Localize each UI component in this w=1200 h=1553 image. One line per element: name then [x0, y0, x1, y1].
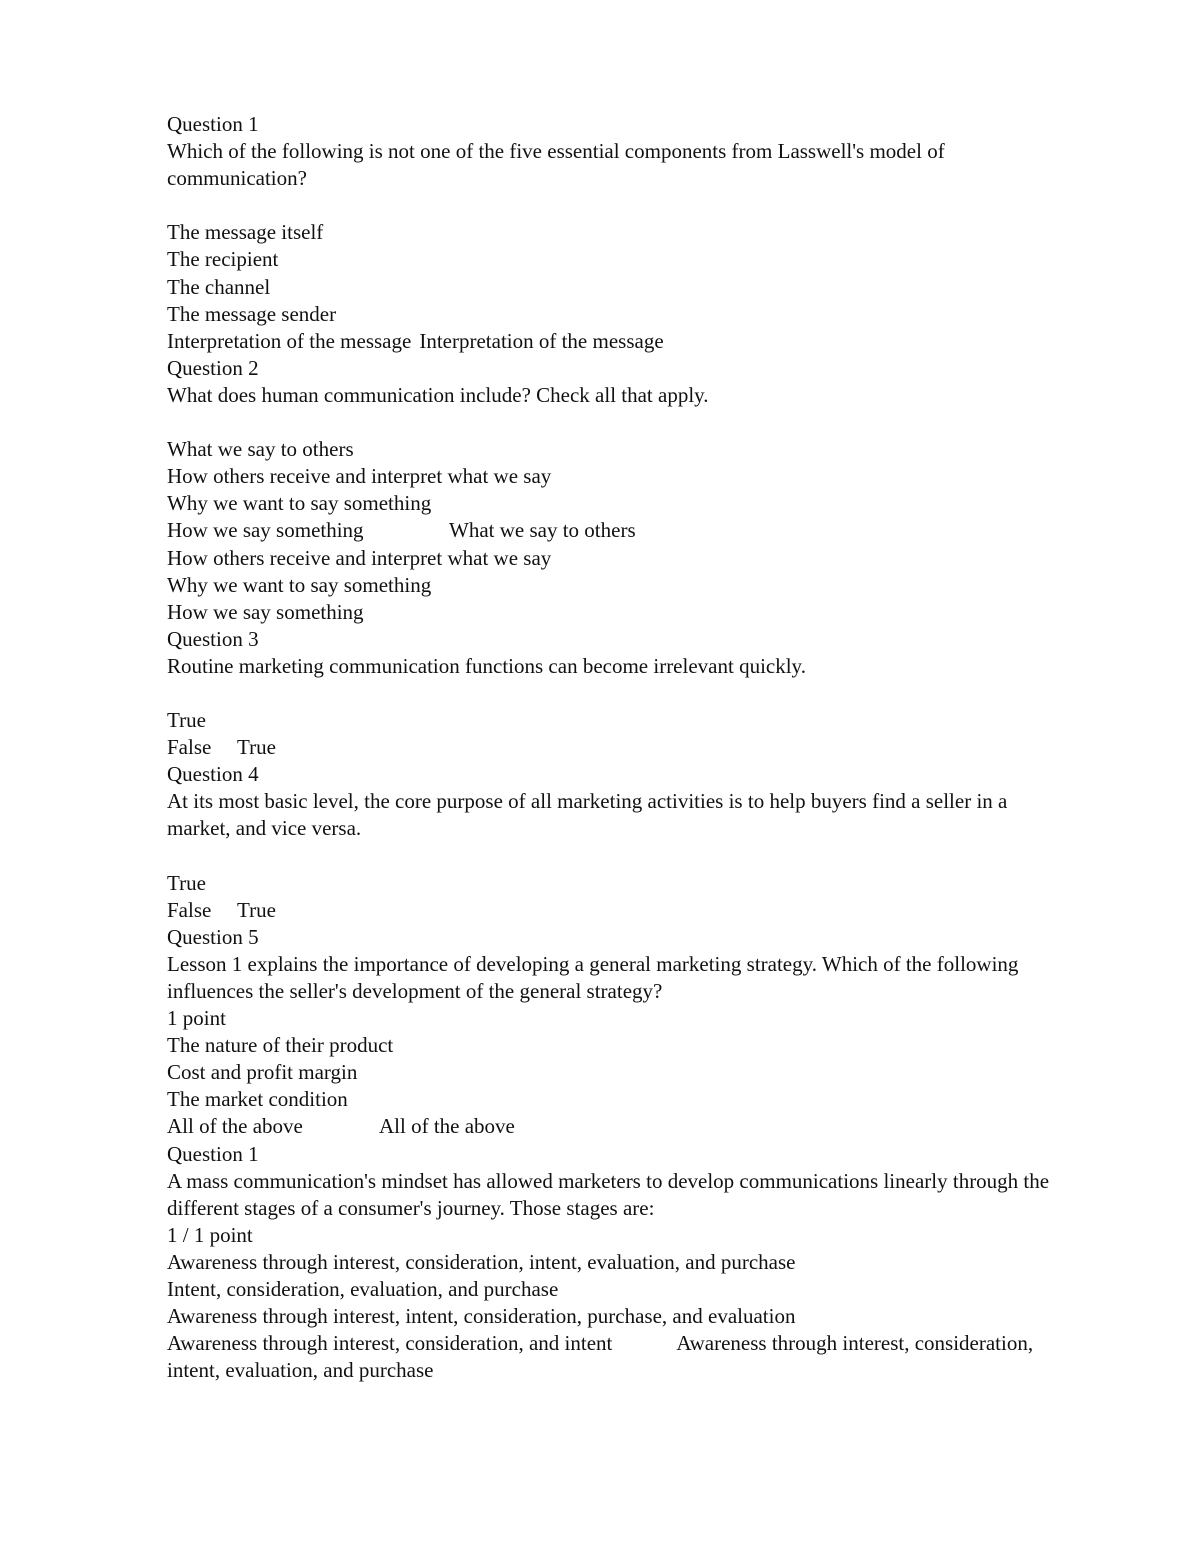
selected-answer: Interpretation of the message — [419, 328, 664, 353]
answer-option: The nature of their product — [167, 1033, 394, 1058]
selected-answer: How we say something — [167, 599, 364, 624]
question-heading: Question 3 — [167, 626, 259, 651]
spacer — [167, 192, 1072, 219]
question-prompt: Which of the following is not one of the five essential components from Lasswell's model of communication? — [167, 139, 945, 191]
question-prompt: What does human communication include? Check all that apply. — [167, 382, 709, 407]
selected-answer: Why we want to say something — [167, 572, 432, 597]
answer-option: Why we want to say something — [167, 491, 432, 516]
answer-option-row — [167, 1113, 1072, 1140]
answer-option: All of the above — [167, 1114, 303, 1139]
selected-answer: All of the above — [379, 1114, 515, 1139]
points-label: 1 / 1 point — [167, 1222, 253, 1247]
selected-answer: How others receive and interpret what we say — [167, 545, 552, 570]
answer-option: Awareness through interest, intent, consideration, purchase, and evaluation — [167, 1304, 796, 1329]
question-prompt: At its most basic level, the core purpose of all marketing activities is to help buyers find a seller in a market, and vice versa. — [167, 789, 1008, 841]
answer-option: The recipient — [167, 247, 279, 272]
answer-option: Interpretation of the message — [167, 328, 412, 353]
answer-option-row — [167, 517, 1072, 544]
answer-option: Cost and profit margin — [167, 1060, 358, 1085]
question-heading: Question 1 — [167, 112, 259, 136]
answer-option: The message itself — [167, 220, 324, 245]
question-heading: Question 1 — [167, 1141, 259, 1166]
answer-option-row — [167, 1330, 1072, 1384]
answer-option-row — [167, 897, 1072, 924]
question-heading: Question 4 — [167, 762, 259, 787]
answer-option: What we say to others — [167, 437, 354, 462]
question-prompt: A mass communication's mindset has allowed marketers to develop communications linearly through the different stages of a consumer's journey. Those stages are: — [167, 1168, 1050, 1220]
answer-option: False — [167, 735, 212, 760]
answer-option: How we say something — [167, 518, 364, 543]
answer-option: The channel — [167, 274, 271, 299]
spacer — [167, 680, 1072, 707]
selected-answer: Awareness through interest, consideration, intent, evaluation, and purchase — [167, 1331, 1034, 1383]
document-body — [167, 111, 1072, 1384]
spacer — [167, 843, 1072, 870]
question-heading: Question 2 — [167, 355, 259, 380]
answer-option: The market condition — [167, 1087, 348, 1112]
answer-option: Awareness through interest, consideration, intent, evaluation, and purchase — [167, 1249, 796, 1274]
answer-option: The message sender — [167, 301, 337, 326]
points-label: 1 point — [167, 1006, 226, 1031]
answer-option-row — [167, 734, 1072, 761]
answer-option: How others receive and interpret what we say — [167, 464, 552, 489]
answer-option: True — [167, 870, 206, 895]
question-heading: Question 5 — [167, 924, 259, 949]
selected-answer: What we say to others — [449, 518, 636, 543]
question-prompt: Lesson 1 explains the importance of developing a general marketing strategy. Which of the following influences the seller's development of the general strategy? — [167, 951, 1019, 1003]
answer-option: Intent, consideration, evaluation, and purchase — [167, 1277, 559, 1302]
selected-answer: True — [237, 897, 276, 922]
answer-option-row — [167, 328, 1072, 355]
answer-option: False — [167, 897, 212, 922]
spacer — [167, 409, 1072, 436]
answer-option: Awareness through interest, consideration, and intent — [167, 1331, 613, 1356]
selected-answer: True — [237, 735, 276, 760]
question-prompt: Routine marketing communication functions can become irrelevant quickly. — [167, 653, 806, 678]
answer-option: True — [167, 708, 206, 733]
